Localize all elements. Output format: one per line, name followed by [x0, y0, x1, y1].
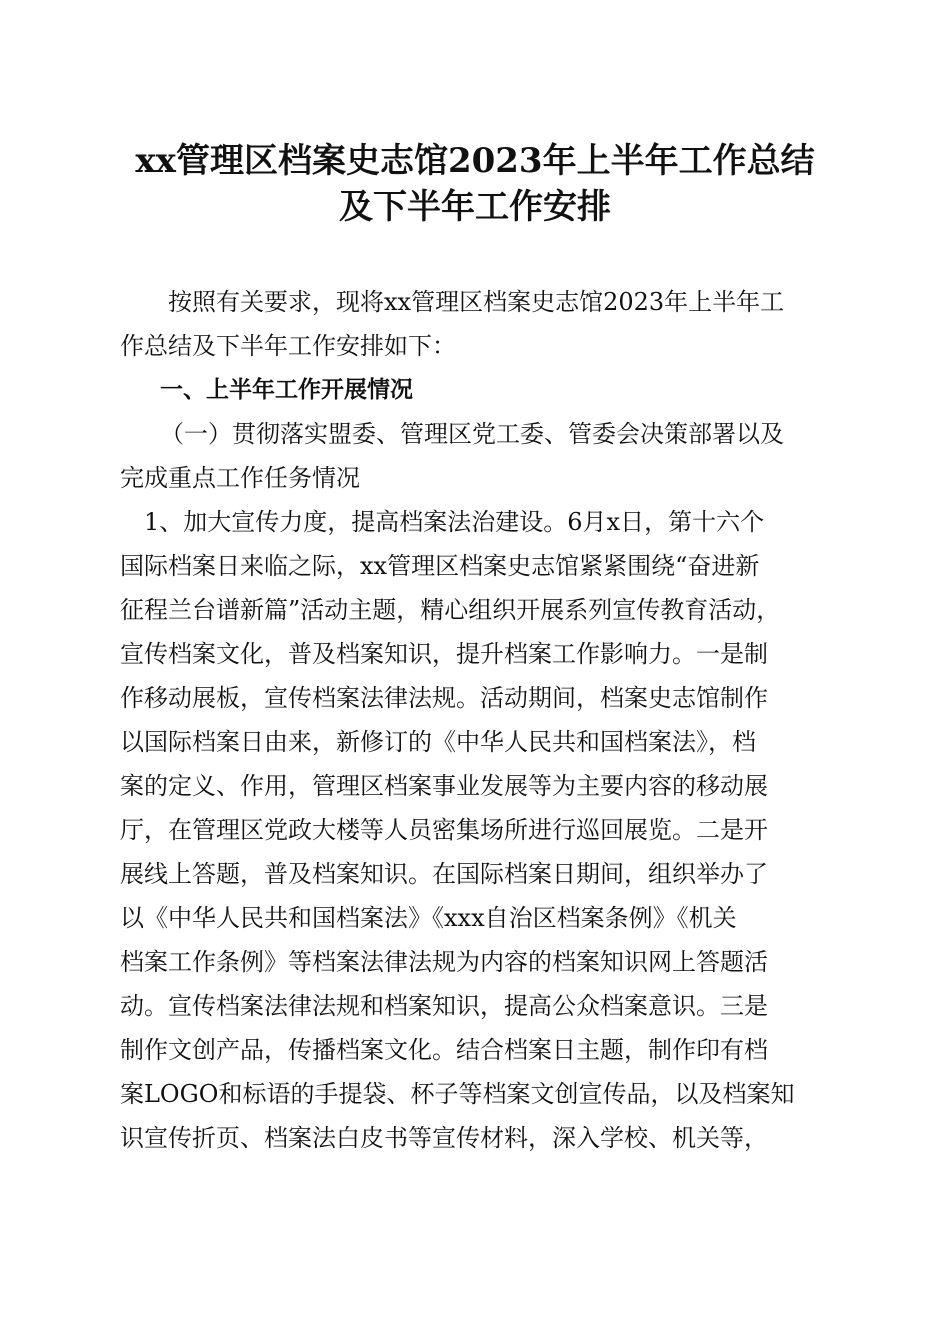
paragraph-line: 案LOGO和标语的手提袋、杯子等档案文创宣传品，以及档案知 — [120, 1080, 795, 1108]
intro-line: 作总结及下半年工作安排如下： — [120, 332, 456, 360]
paragraph-line: 宣传档案文化，普及档案知识，提升档案工作影响力。一是制 — [120, 640, 768, 668]
subsection-heading-line: 完成重点工作任务情况 — [120, 464, 360, 492]
subsection-heading-line: （一）贯彻落实盟委、管理区党工委、管委会决策部署以及 — [160, 420, 784, 448]
intro-paragraph — [120, 280, 838, 368]
section-heading-1: 一、上半年工作开展情况 — [160, 377, 413, 403]
intro-line: 按照有关要求，现将xx管理区档案史志馆2023年上半年工 — [168, 288, 785, 316]
paragraph-line: 厅，在管理区党政大楼等人员密集场所进行巡回展览。二是开 — [120, 816, 768, 844]
document-body — [120, 280, 838, 1160]
paragraph-line: 展线上答题，普及档案知识。在国际档案日期间，组织举办了 — [120, 860, 768, 888]
paragraph-line: 以国际档案日由来，新修订的《中华人民共和国档案法》，档 — [120, 728, 756, 756]
title-line-1: xx管理区档案史志馆2023年上半年工作总结 — [135, 141, 815, 181]
paragraph-line: 案的定义、作用，管理区档案事业发展等为主要内容的移动展 — [120, 772, 768, 800]
paragraph-line: 档案工作条例》等档案法律法规为内容的档案知识网上答题活 — [120, 948, 768, 976]
subsection-heading-1 — [120, 412, 838, 500]
paragraph-line: 动。宣传档案法律法规和档案知识，提高公众档案意识。三是 — [120, 992, 768, 1020]
paragraph-line: 制作文创产品，传播档案文化。结合档案日主题，制作印有档 — [120, 1036, 768, 1064]
paragraph-line: 1、加大宣传力度，提高档案法治建设。6月x日，第十六个 — [144, 508, 765, 536]
paragraph-line: 作移动展板，宣传档案法律法规。活动期间，档案史志馆制作 — [120, 684, 768, 712]
document-title — [110, 138, 840, 230]
title-line-2: 及下半年工作安排 — [339, 187, 611, 227]
item-1-paragraph — [120, 500, 838, 1160]
paragraph-line: 识宣传折页、档案法白皮书等宣传材料，深入学校、机关等， — [120, 1124, 768, 1152]
paragraph-line: 国际档案日来临之际，xx管理区档案史志馆紧紧围绕“奋进新 — [120, 552, 760, 580]
paragraph-line: 以《中华人民共和国档案法》《xxx自治区档案条例》《机关 — [120, 904, 737, 932]
paragraph-line: 征程兰台谱新篇”活动主题，精心组织开展系列宣传教育活动， — [120, 596, 781, 624]
